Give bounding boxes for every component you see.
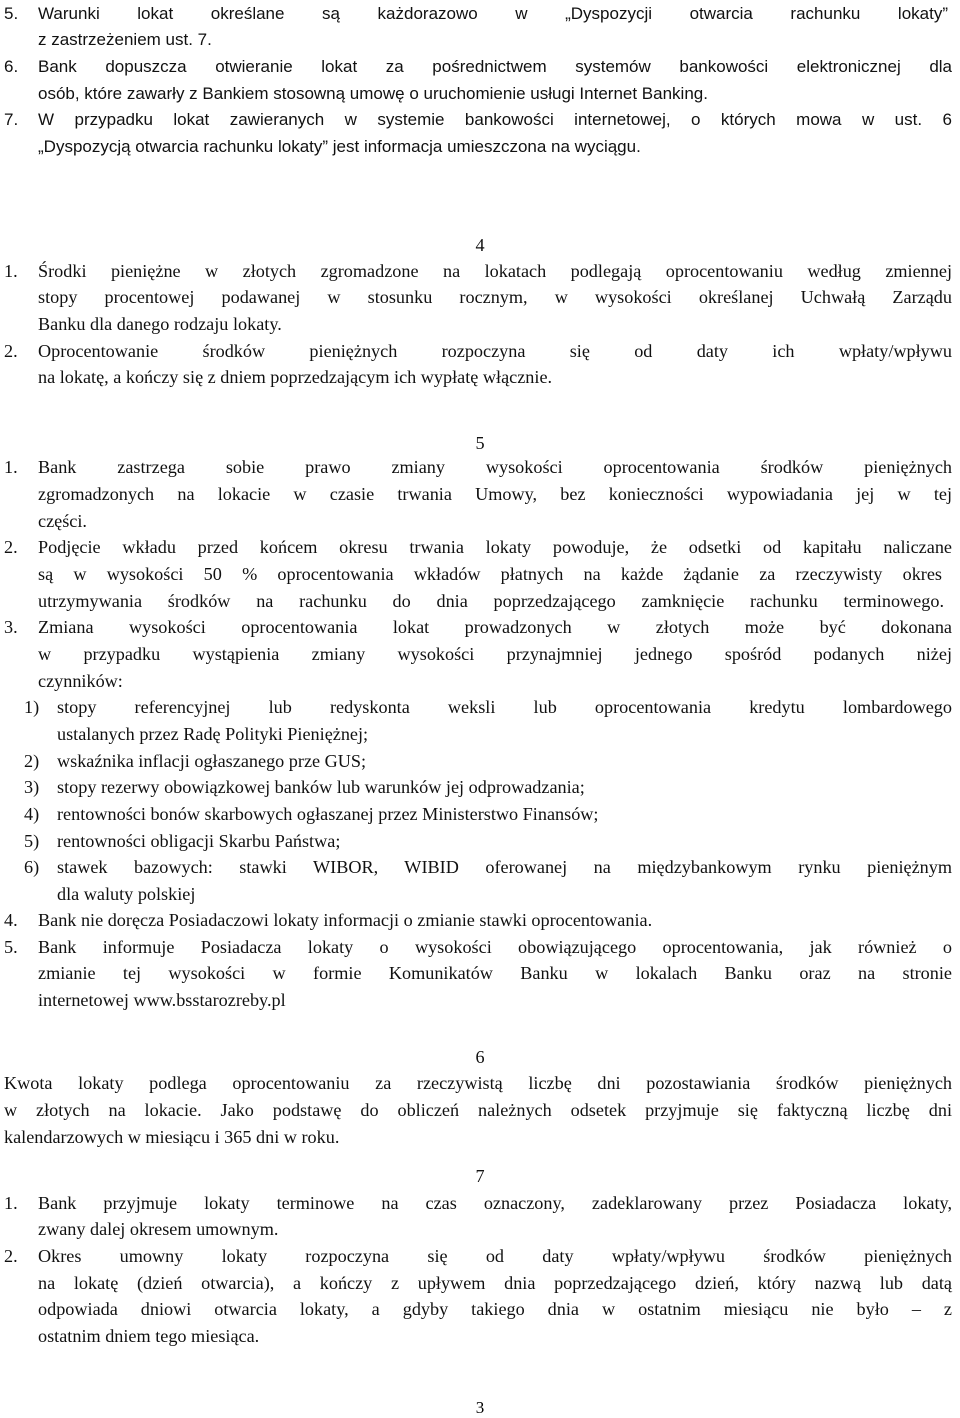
section-heading-label: 5: [475, 433, 485, 453]
section-heading: [0, 1044, 960, 1071]
line-text: W przypadku lokat zawieranych w systemie bankowości internetowej, o których mowa w ust. 6: [38, 110, 952, 129]
line-text: Warunki lokat określane są każdorazowo w „Dyspozycji otwarcia rachunku lokaty”: [38, 4, 948, 23]
text-line: [0, 534, 960, 561]
line-text: stopy rezerwy obowiązkowej banków lub warunków jej odprowadzania;: [57, 777, 585, 797]
line-text: stawek bazowych: stawki WIBOR, WIBID oferowanej na międzybankowym rynku pieniężnym: [57, 857, 952, 877]
text-line: [0, 364, 960, 391]
text-line: [0, 1097, 960, 1124]
line-text: ustalanych przez Radę Polityki Pieniężnej;: [57, 724, 369, 744]
text-line: [0, 311, 960, 338]
text-line: [0, 80, 960, 107]
line-text: na lokatę, a kończy się z dniem poprzedzającym ich wypłatę włącznie.: [38, 367, 553, 387]
line-text: stopy procentowej podawanej w stosunku rocznym, w wysokości określanej Uchwałą Zarządu: [38, 287, 952, 307]
line-text: Bank dopuszcza otwieranie lokat za pośrednictwem systemów bankowości elektronicznej dla: [38, 57, 952, 76]
line-text: wskaźnika inflacji ogłaszanego prze GUS;: [57, 751, 367, 771]
text-line: [0, 481, 960, 508]
list-number: 3.: [4, 617, 18, 637]
line-text: osób, które zawarły z Bankiem stosowną umowę o uruchomienie usługi Internet Banking.: [38, 84, 708, 103]
line-text: Bank przyjmuje lokaty terminowe na czas oznaczony, zadeklarowany przez Posiadacza lokaty,: [38, 1193, 952, 1213]
text-line: [0, 854, 960, 881]
line-text: Oprocentowanie środków pieniężnych rozpoczyna się od daty ich wpłaty/wpływu: [38, 341, 952, 361]
list-number: 1.: [4, 261, 18, 281]
text-line: [0, 53, 960, 80]
text-line: [0, 614, 960, 641]
page-number: 3: [475, 1398, 485, 1417]
line-text: Środki pieniężne w złotych zgromadzone na lokatach podlegają oprocentowaniu według zmiennej: [38, 261, 952, 281]
line-text: „Dyspozycją otwarcia rachunku lokaty” jest informacja umieszczona na wyciągu.: [38, 137, 641, 156]
text-line: [0, 338, 960, 365]
line-text: w złotych na lokacie. Jako podstawę do obliczeń należnych odsetek przyjmuje się faktyczną liczbę dni: [4, 1100, 952, 1120]
text-line: [0, 454, 960, 481]
text-line: [0, 721, 960, 748]
section-heading: [0, 1163, 960, 1190]
line-text: czynników:: [38, 671, 123, 691]
line-text: na lokatę (dzień otwarcia), a kończy z upływem dnia poprzedzającego dzień, który nazwą lub datą: [38, 1273, 952, 1293]
list-number: 5.: [4, 4, 19, 23]
line-text: utrzymywania środków na rachunku do dnia poprzedzającego zamknięcie rachunku terminowego.: [38, 591, 944, 611]
section-heading: [0, 430, 960, 457]
line-text: ostatnim dniem tego miesiąca.: [38, 1326, 260, 1346]
text-line: [0, 284, 960, 311]
list-number: 2.: [4, 1246, 18, 1266]
line-text: zgromadzonych na lokacie w czasie trwania Umowy, bez konieczności wypowiadania jej w tej: [38, 484, 952, 504]
line-text: zwany dalej okresem umownym.: [38, 1219, 279, 1239]
text-line: [0, 133, 960, 160]
text-line: [0, 694, 960, 721]
line-text: Bank nie doręcza Posiadaczowi lokaty informacji o zmianie stawki oprocentowania.: [38, 910, 653, 930]
section-heading: [0, 232, 960, 259]
list-number: 5.: [4, 937, 18, 957]
line-text: Banku dla danego rodzaju lokaty.: [38, 314, 282, 334]
text-line: [0, 641, 960, 668]
text-line: [0, 0, 960, 27]
list-number: 7.: [4, 110, 19, 129]
list-number: 1.: [4, 457, 18, 477]
line-text: Podjęcie wkładu przed końcem okresu trwania lokaty powoduje, że odsetki od kapitału naliczane: [38, 537, 952, 557]
text-line: [0, 801, 960, 828]
list-number: 1): [24, 697, 40, 717]
text-line: [0, 1270, 960, 1297]
text-line: [0, 561, 960, 588]
text-line: [0, 1243, 960, 1270]
line-text: z zastrzeżeniem ust. 7.: [38, 30, 212, 49]
line-text: części.: [38, 511, 87, 531]
text-line: [0, 508, 960, 535]
line-text: internetowej www.bsstarozreby.pl: [38, 990, 286, 1010]
text-line: [0, 987, 960, 1014]
line-text: rentowności bonów skarbowych ogłaszanej przez Ministerstwo Finansów;: [57, 804, 599, 824]
list-number: 2): [24, 751, 40, 771]
text-line: [0, 1190, 960, 1217]
text-line: [0, 934, 960, 961]
text-line: [0, 668, 960, 695]
text-line: [0, 106, 960, 133]
list-number: 4): [24, 804, 40, 824]
line-text: są w wysokości 50 % oprocentowania wkładów płatnych na każde żądanie za rzeczywisty okres: [38, 564, 942, 584]
section-heading-label: 4: [475, 235, 485, 255]
list-number: 4.: [4, 910, 18, 930]
line-text: Kwota lokaty podlega oprocentowaniu za rzeczywistą liczbę dni pozostawiania środków pieniężnych: [4, 1073, 952, 1093]
section-heading-label: 6: [475, 1047, 485, 1067]
list-number: 2.: [4, 537, 18, 557]
list-number: 6): [24, 857, 40, 877]
line-text: w przypadku wystąpienia zmiany wysokości przynajmniej jednego spośród podanych niżej: [38, 644, 952, 664]
text-line: [0, 1124, 960, 1151]
list-number: 3): [24, 777, 40, 797]
list-number: 2.: [4, 341, 18, 361]
text-line: [0, 748, 960, 775]
list-number: 5): [24, 831, 40, 851]
line-text: dla waluty polskiej: [57, 884, 196, 904]
text-line: [0, 258, 960, 285]
line-text: Bank zastrzega sobie prawo zmiany wysokości oprocentowania środków pieniężnych: [38, 457, 952, 477]
line-text: Okres umowny lokaty rozpoczyna się od daty wpłaty/wpływu środków pieniężnych: [38, 1246, 952, 1266]
text-line: [0, 1323, 960, 1350]
text-line: [0, 828, 960, 855]
text-line: [0, 960, 960, 987]
text-line: [0, 774, 960, 801]
line-text: kalendarzowych w miesiącu i 365 dni w roku.: [4, 1127, 340, 1147]
text-line: [0, 1216, 960, 1243]
line-text: Bank informuje Posiadacza lokaty o wysokości obowiązującego oprocentowania, jak również o: [38, 937, 952, 957]
text-line: [0, 588, 960, 615]
text-line: [0, 1296, 960, 1323]
text-line: [0, 907, 960, 934]
line-text: odpowiada dniowi otwarcia lokaty, a gdyby takiego dnia w ostatnim miesiącu nie było – z: [38, 1299, 952, 1319]
line-text: rentowności obligacji Skarbu Państwa;: [57, 831, 341, 851]
section-heading-label: 7: [475, 1166, 485, 1186]
line-text: zmianie tej wysokości w formie Komunikatów Banku w lokalach Banku oraz na stronie: [38, 963, 952, 983]
list-number: 6.: [4, 57, 19, 76]
line-text: Zmiana wysokości oprocentowania lokat prowadzonych w złotych może być dokonana: [38, 617, 952, 637]
text-line: [0, 881, 960, 908]
line-text: stopy referencyjnej lub redyskonta weksli lub oprocentowania kredytu lombardowego: [57, 697, 952, 717]
text-line: [0, 1070, 960, 1097]
list-number: 1.: [4, 1193, 18, 1213]
text-line: [0, 26, 960, 53]
